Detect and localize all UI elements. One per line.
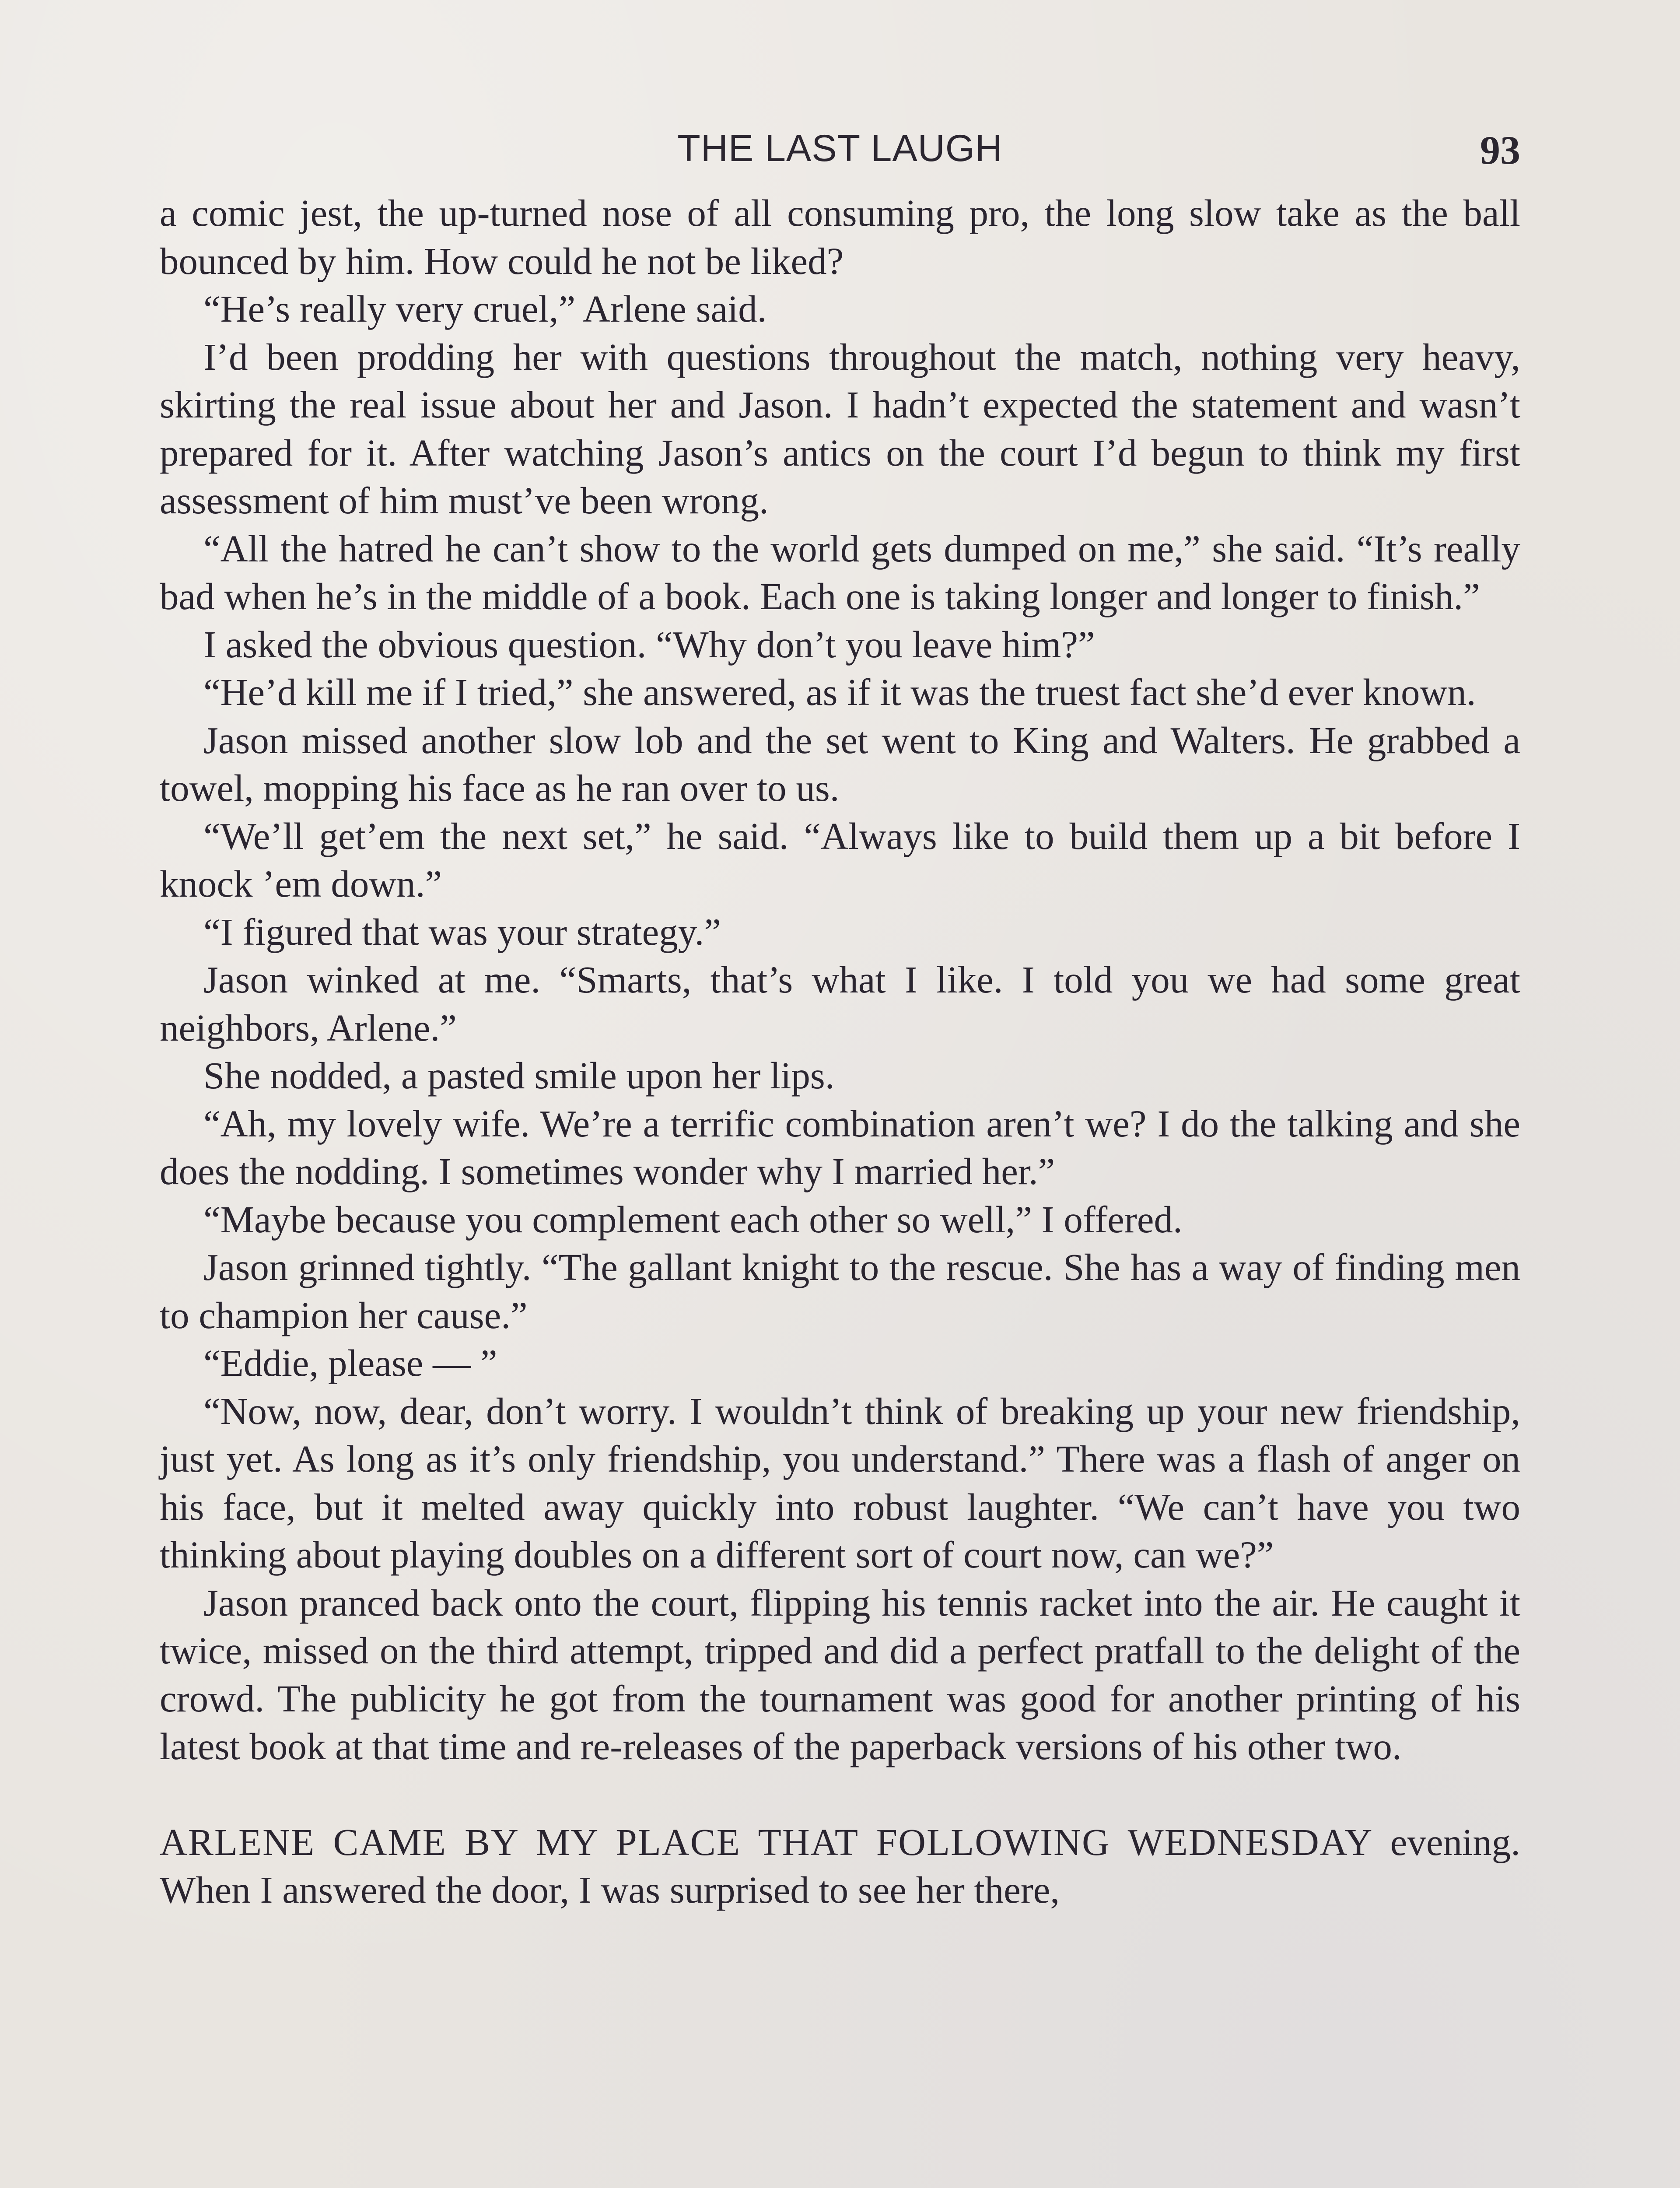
paragraph: Jason pranced back onto the court, flipping his tennis racket into the air. He caught it twice, missed on the third attempt, tripped and did a perfect pratfall to the delight of the crowd. The publicity he got from the tournament was good for another printing of his latest book at that time and re-releases of the paperback versions of his other two. [160,1581,1520,1767]
paragraph: I asked the obvious question. “Why don’t you leave him?” [203,623,1095,666]
running-title: THE LAST LAUGH [677,127,1003,169]
paragraph: “I figured that was your strategy.” [203,910,721,953]
paragraph: “He’d kill me if I tried,” she answered, as if it was the truest fact she’d ever known. [203,671,1476,713]
section-continuation: evening. When I answered the door, I was surprised to see her there, [160,1820,1521,1911]
paragraph: Jason winked at me. “Smarts, that’s what I like. I told you we had some great neighbors, Arlene.” [160,958,1520,1049]
body-text [160,189,1520,1914]
section-lead-in: ARLENE CAME BY MY PLACE THAT FOLLOWING WEDNESDAY [160,1820,1373,1863]
paragraph: I’d been prodding her with questions throughout the match, nothing very heavy, skirting the real issue about her and Jason. I hadn’t expected the statement and wasn’t prepared for it. After watching Jason’s antics on the court I’d begun to think my first assessment of him must’ve been wrong. [160,335,1520,522]
paragraph: “Now, now, dear, don’t worry. I wouldn’t think of breaking up your new friendship, just yet. As long as it’s only friendship, you understand.” There was a flash of anger on his face, but it melted away quickly into robust laughter. “We can’t have you two thinking about playing doubles on a different sort of court now, can we?” [160,1389,1520,1576]
page-number: 93 [1480,128,1520,172]
paragraph: Jason grinned tightly. “The gallant knight to the rescue. She has a way of finding men to champion her cause.” [160,1246,1520,1336]
paragraph: “All the hatred he can’t show to the world gets dumped on me,” she said. “It’s really bad when he’s in the middle of a book. Each one is taking longer and longer to finish.” [160,527,1520,617]
paragraph: “Ah, my lovely wife. We’re a terrific combination aren’t we? I do the talking and she does the nodding. I sometimes wonder why I married her.” [160,1102,1520,1192]
paragraph: “He’s really very cruel,” Arlene said. [203,288,767,330]
paragraph: She nodded, a pasted smile upon her lips. [203,1054,835,1097]
paragraph: “Maybe because you complement each other so well,” I offered. [203,1198,1183,1241]
page-header [160,127,1520,175]
paragraph: “We’ll get’em the next set,” he said. “Always like to build them up a bit before I knock ’em down.” [160,814,1520,905]
section-opening [160,1818,1520,1914]
paragraph: “Eddie, please — ” [203,1342,497,1384]
paragraph: Jason missed another slow lob and the set went to King and Walters. He grabbed a towel, mopping his face as he ran over to us. [160,719,1520,809]
paragraph: a comic jest, the up-turned nose of all consuming pro, the long slow take as the ball bounced by him. How could he not be liked? [160,192,1520,282]
